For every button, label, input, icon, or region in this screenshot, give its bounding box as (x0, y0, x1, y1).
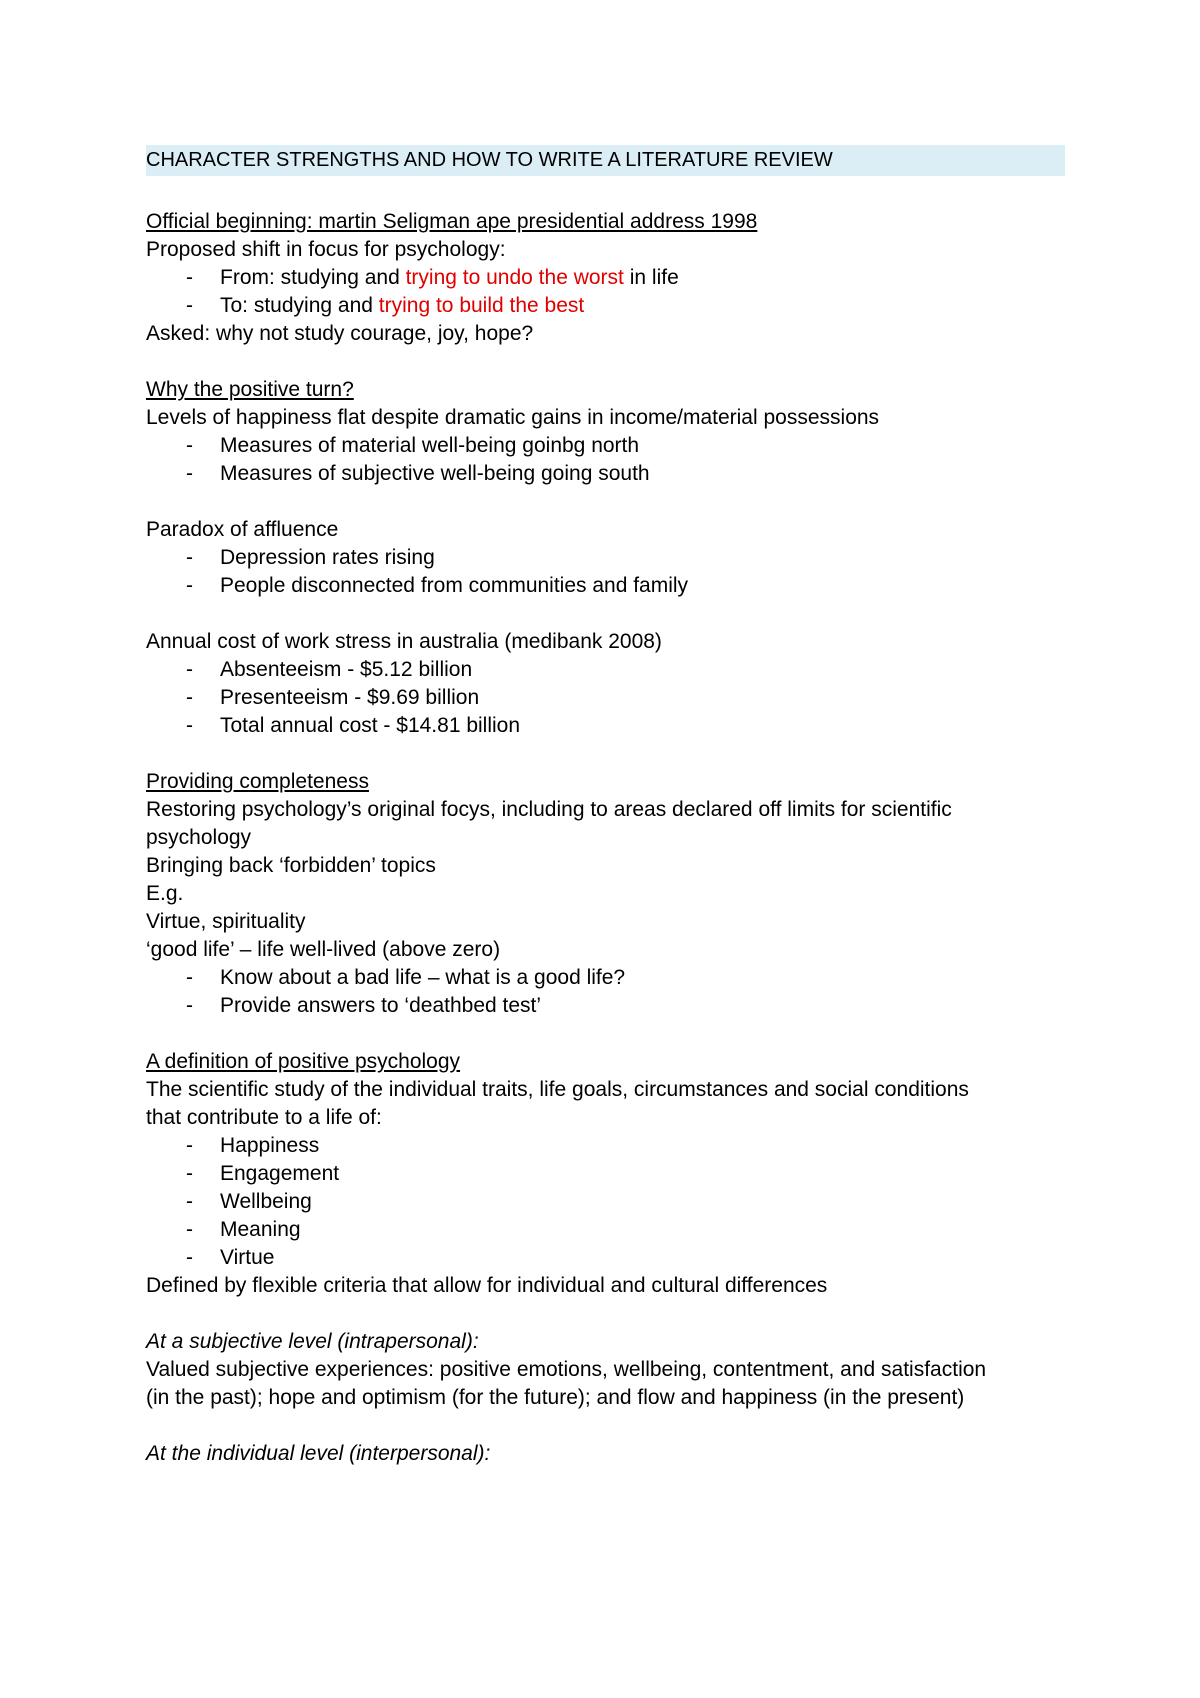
section-heading-official-beginning: Official beginning: martin Seligman ape presidential address 1998 (146, 210, 758, 233)
paragraph-asked: Asked: why not study courage, joy, hope? (146, 322, 534, 345)
paragraph-line: ‘good life’ – life well-lived (above zero) (146, 938, 501, 961)
bullet-dash: - (186, 1190, 193, 1213)
red-emphasis: trying to build the best (378, 294, 585, 317)
paragraph-line: Defined by flexible criteria that allow for individual and cultural differences (146, 1274, 828, 1297)
bullet-text: Virtue (220, 1246, 275, 1269)
paragraph-line: Valued subjective experiences: positive emotions, wellbeing, contentment, and satisfaction (146, 1358, 987, 1381)
paragraph-line: The scientific study of the individual traits, life goals, circumstances and social conditions (146, 1078, 969, 1101)
section-heading-positive-turn: Why the positive turn? (146, 378, 354, 401)
bullet-text: Measures of material well-being goinbg north (220, 434, 640, 457)
bullet-text: Measures of subjective well-being going south (220, 462, 650, 485)
bullet-dash: - (186, 462, 193, 485)
bullet-dash: - (186, 1218, 193, 1241)
section-heading-paradox: Paradox of affluence (146, 518, 339, 541)
paragraph-line: (in the past); hope and optimism (for the future); and flow and happiness (in the present) (146, 1386, 965, 1409)
bullet-dash: - (186, 686, 193, 709)
bullet-text: Meaning (220, 1218, 301, 1241)
bullet-text: Happiness (220, 1134, 320, 1157)
bullet-text: Total annual cost - $14.81 billion (220, 714, 521, 737)
bullet-dash: - (186, 294, 193, 317)
bullet-text: Wellbeing (220, 1190, 312, 1213)
bullet-dash: - (186, 658, 193, 681)
bullet-text: People disconnected from communities and family (220, 574, 689, 597)
paragraph-line: Virtue, spirituality (146, 910, 306, 933)
paragraph-proposed-shift: Proposed shift in focus for psychology: (146, 238, 506, 261)
bullet-dash: - (186, 714, 193, 737)
paragraph-line: that contribute to a life of: (146, 1106, 382, 1129)
bullet-dash: - (186, 546, 193, 569)
paragraph-line: Bringing back ‘forbidden’ topics (146, 854, 436, 877)
paragraph-levels-happiness: Levels of happiness flat despite dramatic gains in income/material possessions (146, 406, 880, 429)
bullet-text: Provide answers to ‘deathbed test’ (220, 994, 542, 1017)
bullet-dash: - (186, 994, 193, 1017)
bullet-text: To: studying and trying to build the best (220, 294, 585, 317)
bullet-dash: - (186, 966, 193, 989)
paragraph-line: psychology (146, 826, 252, 849)
bullet-text: Know about a bad life – what is a good life? (220, 966, 626, 989)
paragraph-line: E.g. (146, 882, 184, 905)
section-heading-completeness: Providing completeness (146, 770, 369, 793)
bullet-text: Depression rates rising (220, 546, 435, 569)
bullet-dash: - (186, 1162, 193, 1185)
bullet-dash: - (186, 1246, 193, 1269)
bullet-dash: - (186, 434, 193, 457)
red-emphasis: trying to undo the worst (405, 266, 624, 289)
bullet-text: Engagement (220, 1162, 340, 1185)
bullet-text: Absenteeism - $5.12 billion (220, 658, 473, 681)
section-heading-individual-level: At the individual level (interpersonal): (146, 1442, 491, 1465)
document-title: CHARACTER STRENGTHS AND HOW TO WRITE A LITERATURE REVIEW (146, 149, 833, 171)
section-heading-subjective-level: At a subjective level (intrapersonal): (146, 1330, 479, 1353)
bullet-dash: - (186, 266, 193, 289)
section-heading-definition: A definition of positive psychology (146, 1050, 461, 1073)
bullet-text: From: studying and trying to undo the worst in life (220, 266, 679, 289)
bullet-dash: - (186, 574, 193, 597)
section-heading-work-stress: Annual cost of work stress in australia (medibank 2008) (146, 630, 662, 653)
bullet-text: Presenteeism - $9.69 billion (220, 686, 480, 709)
bullet-dash: - (186, 1134, 193, 1157)
paragraph-line: Restoring psychology’s original focys, including to areas declared off limits for scientific (146, 798, 952, 821)
